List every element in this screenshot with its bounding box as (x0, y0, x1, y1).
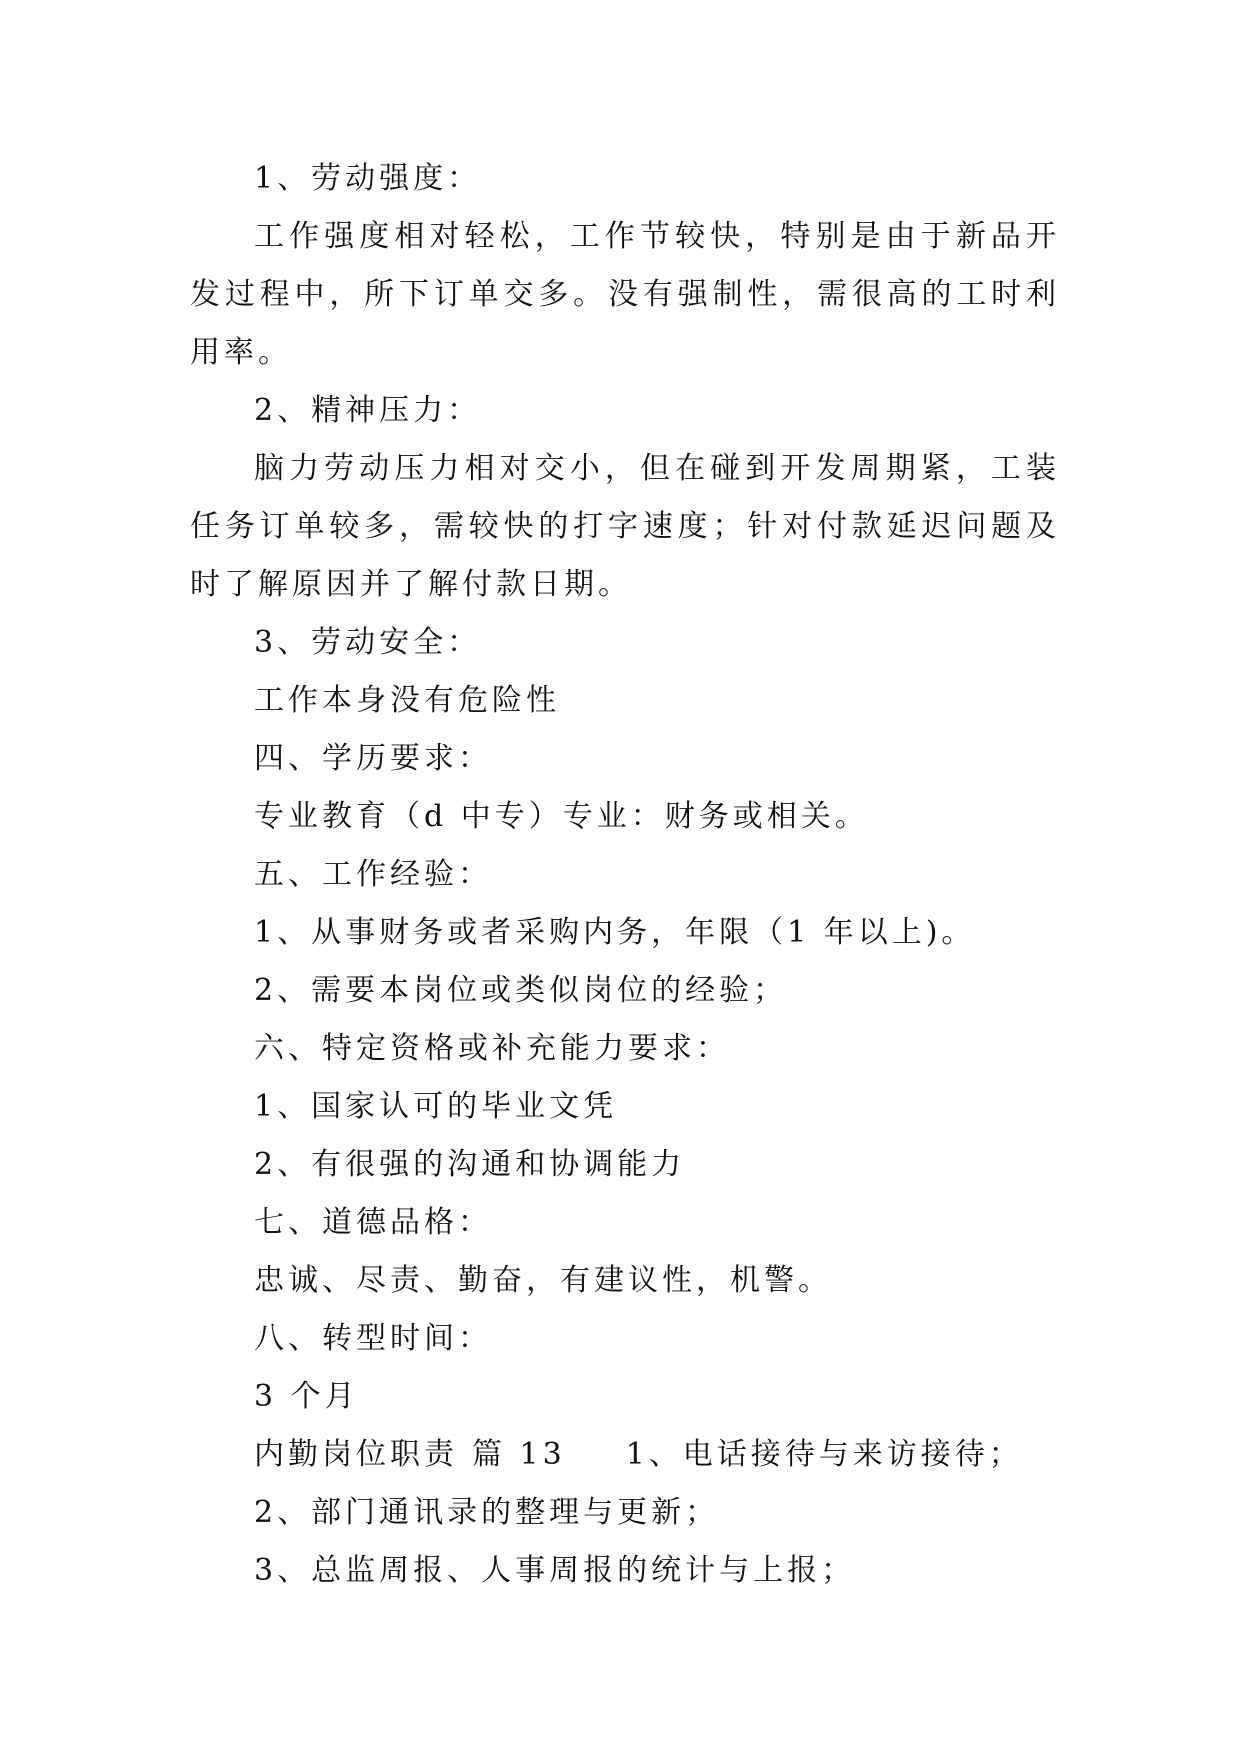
qualification-heading: 六、特定资格或补充能力要求： (254, 1031, 730, 1066)
ethics-body: 忠诚、尽责、勤奋，有建议性，机警。 (254, 1263, 832, 1298)
labor-safety-heading: 3、劳动安全： (254, 625, 482, 660)
mental-pressure-heading: 2、精神压力： (254, 393, 482, 428)
section13-number: 篇 13 (472, 1437, 566, 1472)
section13-first-item: 1、电话接待与来访接待； (625, 1437, 1023, 1472)
labor-safety-body: 工作本身没有危险性 (254, 683, 560, 718)
education-heading: 四、学历要求： (254, 741, 492, 776)
labor-intensity-body: 工作强度相对轻松，工作节较快，特别是由于新品开发过程中，所下订单交多。没有强制性，需很高的工时利用率。 (190, 219, 1060, 370)
experience-item-1: 1、从事财务或者采购内务，年限（1 年以上)。 (254, 915, 976, 950)
weekly-report-item: 3、总监周报、人事周报的统计与上报； (254, 1553, 856, 1588)
experience-heading: 五、工作经验： (254, 857, 492, 892)
document-body (190, 150, 1060, 1600)
education-body: 专业教育（d 中专）专业：财务或相关。 (254, 799, 869, 834)
experience-item-2: 2、需要本岗位或类似岗位的经验； (254, 973, 788, 1008)
qualification-item-2: 2、有很强的沟通和协调能力 (254, 1147, 686, 1182)
ethics-heading: 七、道德品格： (254, 1205, 492, 1240)
transition-body: 3 个月 (254, 1379, 359, 1414)
transition-heading: 八、转型时间： (254, 1321, 492, 1356)
section13-line (190, 1426, 1060, 1484)
labor-intensity-heading: 1、劳动强度： (254, 161, 482, 196)
section13-title: 内勤岗位职责 (254, 1437, 458, 1472)
qualification-item-1: 1、国家认可的毕业文凭 (254, 1089, 618, 1124)
directory-item: 2、部门通讯录的整理与更新； (254, 1495, 720, 1530)
mental-pressure-body: 脑力劳动压力相对交小，但在碰到开发周期紧，工装任务订单较多，需较快的打字速度；针对付款延迟问题及时了解原因并了解付款日期。 (190, 451, 1060, 602)
